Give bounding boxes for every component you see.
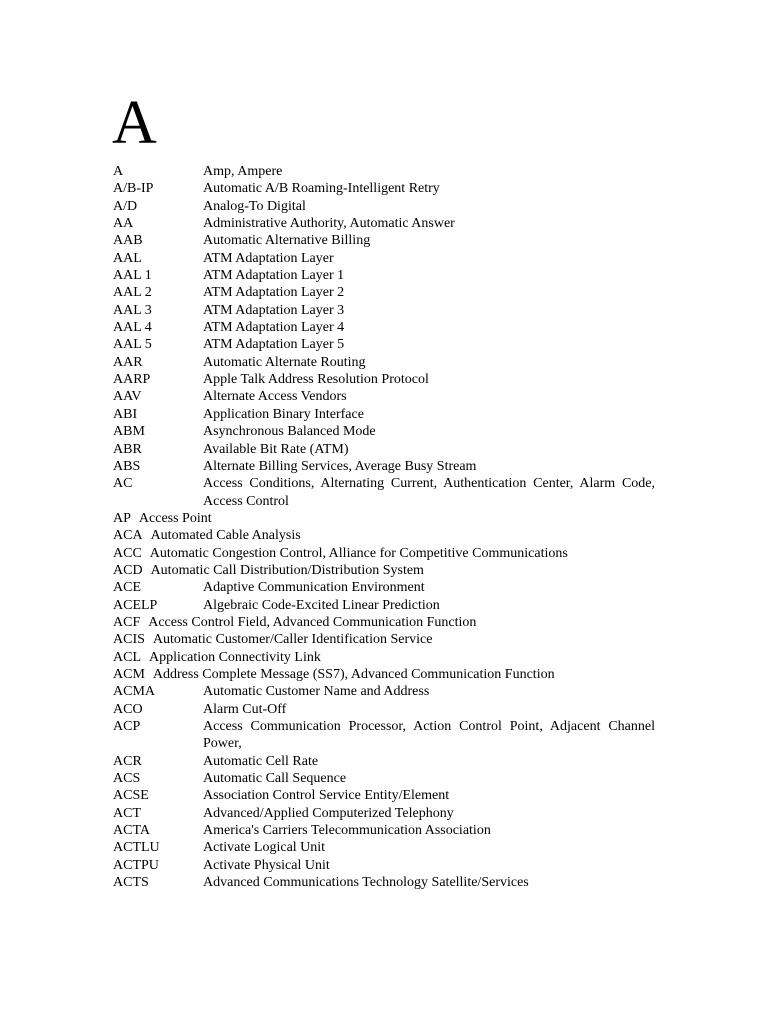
entry-abbreviation: AP xyxy=(113,510,131,526)
entry-abbreviation: AAB xyxy=(113,233,143,249)
glossary-entry xyxy=(113,718,655,753)
entry-abbreviation: ACA xyxy=(113,528,143,544)
entry-definition: ATM Adaptation Layer 2 xyxy=(203,285,345,301)
entry-definition: Automatic Cell Rate xyxy=(203,753,319,769)
entry-abbreviation: ACC xyxy=(113,545,142,561)
entry-definition: Automatic Customer/Caller Identification Service xyxy=(152,632,433,648)
entry-abbreviation: ACELP xyxy=(113,597,158,613)
glossary-entry xyxy=(113,510,655,527)
entry-abbreviation: ABI xyxy=(113,406,138,422)
entry-abbreviation: ACT xyxy=(113,805,141,821)
entry-abbreviation: AAL xyxy=(113,250,142,266)
glossary-entry xyxy=(113,198,655,215)
entry-definition: Automatic Customer Name and Address xyxy=(203,684,430,700)
entry-definition: Alternate Billing Services, Average Busy Stream xyxy=(203,458,477,474)
glossary-entry xyxy=(113,458,655,475)
glossary-entry xyxy=(113,614,655,631)
glossary-entry xyxy=(113,371,655,388)
entry-abbreviation: A/B-IP xyxy=(113,181,154,197)
entry-abbreviation: ACD xyxy=(113,562,143,578)
glossary-entry xyxy=(113,545,655,562)
entry-abbreviation: ACTA xyxy=(113,823,150,839)
entry-abbreviation: A/D xyxy=(113,198,138,214)
glossary-entry xyxy=(113,770,655,787)
glossary-entry xyxy=(113,805,655,822)
entry-definition: Available Bit Rate (ATM) xyxy=(203,441,349,457)
glossary-entry xyxy=(113,232,655,249)
entry-definition: ATM Adaptation Layer xyxy=(203,250,334,266)
entry-abbreviation: ABR xyxy=(113,441,142,457)
entry-abbreviation: AAL 2 xyxy=(113,285,152,301)
glossary-entry xyxy=(113,822,655,839)
glossary-entry xyxy=(113,753,655,770)
entry-abbreviation: ACS xyxy=(113,771,141,787)
entry-abbreviation: ACF xyxy=(113,614,141,630)
entry-definition: Automatic Call Sequence xyxy=(203,771,347,787)
entry-abbreviation: ABS xyxy=(113,458,141,474)
entry-definition: Association Control Service Entity/Element xyxy=(203,788,450,804)
glossary-entry xyxy=(113,701,655,718)
entry-definition: Adaptive Communication Environment xyxy=(203,580,425,596)
entry-abbreviation: ACM xyxy=(113,666,145,682)
entry-abbreviation: ACE xyxy=(113,580,141,596)
glossary-entry xyxy=(113,666,655,683)
entry-definition: America's Carriers Telecommunication Association xyxy=(203,823,491,839)
entry-definition: Access Communication Processor, Action Control Point, Adjacent Channel Power, xyxy=(203,719,655,752)
entry-abbreviation: ACTLU xyxy=(113,840,160,856)
glossary-entry xyxy=(113,215,655,232)
entry-definition: Asynchronous Balanced Mode xyxy=(203,424,376,440)
glossary-entry xyxy=(113,839,655,856)
entry-definition: Automatic Call Distribution/Distribution System xyxy=(150,562,424,578)
entry-definition: Advanced/Applied Computerized Telephony xyxy=(203,805,454,821)
entry-definition: Amp, Ampere xyxy=(203,164,283,179)
entry-abbreviation: ACIS xyxy=(113,632,145,648)
entry-definition: ATM Adaptation Layer 3 xyxy=(203,302,345,318)
glossary-entry xyxy=(113,388,655,405)
glossary-entry xyxy=(113,874,655,891)
entry-definition: ATM Adaptation Layer 1 xyxy=(203,268,345,284)
entry-definition: Automatic Alternative Billing xyxy=(203,233,371,249)
glossary-entry xyxy=(113,319,655,336)
entry-definition: Automatic A/B Roaming-Intelligent Retry xyxy=(203,181,440,197)
entry-abbreviation: ACO xyxy=(113,701,143,717)
entry-abbreviation: ACTS xyxy=(113,875,149,891)
entry-abbreviation: AAR xyxy=(113,354,143,370)
glossary-entry xyxy=(113,441,655,458)
entry-definition: Apple Talk Address Resolution Protocol xyxy=(203,372,429,388)
entry-definition: Activate Physical Unit xyxy=(203,857,330,873)
glossary-entry xyxy=(113,354,655,371)
glossary-entry xyxy=(113,336,655,353)
entry-abbreviation: AAL 5 xyxy=(113,337,152,353)
glossary-entry xyxy=(113,302,655,319)
glossary-entry xyxy=(113,180,655,197)
entry-abbreviation: ACR xyxy=(113,753,142,769)
entry-definition: Alternate Access Vendors xyxy=(203,389,347,405)
entry-definition: Automatic Alternate Routing xyxy=(203,354,366,370)
entry-definition: Analog-To Digital xyxy=(203,198,306,214)
section-letter-heading: A xyxy=(112,89,157,157)
entry-abbreviation: ACL xyxy=(113,649,141,665)
glossary-entry xyxy=(113,267,655,284)
entry-definition: ATM Adaptation Layer 5 xyxy=(203,337,345,353)
glossary-entry xyxy=(113,406,655,423)
glossary-list xyxy=(113,163,655,891)
glossary-entry xyxy=(113,250,655,267)
entry-definition: Address Complete Message (SS7), Advanced Communication Function xyxy=(152,666,555,682)
entry-definition: Automatic Congestion Control, Alliance for Competitive Communications xyxy=(149,545,568,561)
entry-abbreviation: AAL 3 xyxy=(113,302,152,318)
entry-definition: Access Conditions, Alternating Current, Authentication Center, Alarm Code, Access Control xyxy=(203,476,655,509)
glossary-entry xyxy=(113,527,655,544)
entry-definition: Application Binary Interface xyxy=(203,406,364,422)
entry-abbreviation: ABM xyxy=(113,424,145,440)
glossary-entry xyxy=(113,475,655,510)
entry-abbreviation: AC xyxy=(113,476,133,492)
entry-abbreviation: AARP xyxy=(113,372,151,388)
entry-definition: ATM Adaptation Layer 4 xyxy=(203,320,345,336)
glossary-entry xyxy=(113,787,655,804)
entry-abbreviation: AAL 4 xyxy=(113,320,152,336)
glossary-entry xyxy=(113,579,655,596)
entry-definition: Automated Cable Analysis xyxy=(150,528,301,544)
glossary-entry xyxy=(113,631,655,648)
entry-abbreviation: A xyxy=(113,164,124,179)
entry-abbreviation: AAV xyxy=(113,389,142,405)
glossary-entry xyxy=(113,857,655,874)
entry-abbreviation: AAL 1 xyxy=(113,268,152,284)
glossary-entry xyxy=(113,284,655,301)
entry-definition: Alarm Cut-Off xyxy=(203,701,287,717)
glossary-entry xyxy=(113,683,655,700)
entry-definition: Algebraic Code-Excited Linear Prediction xyxy=(203,597,440,613)
glossary-entry xyxy=(113,597,655,614)
glossary-entry xyxy=(113,163,655,180)
entry-definition: Administrative Authority, Automatic Answer xyxy=(203,216,455,232)
entry-abbreviation: ACSE xyxy=(113,788,149,804)
glossary-entry xyxy=(113,423,655,440)
entry-abbreviation: ACTPU xyxy=(113,857,159,873)
entry-definition: Application Connectivity Link xyxy=(149,649,321,665)
glossary-entry xyxy=(113,649,655,666)
entry-abbreviation: ACP xyxy=(113,719,141,734)
entry-definition: Activate Logical Unit xyxy=(203,840,326,856)
entry-definition: Access Control Field, Advanced Communication Function xyxy=(148,614,477,630)
entry-abbreviation: AA xyxy=(113,216,134,232)
entry-definition: Access Point xyxy=(138,510,212,526)
glossary-entry xyxy=(113,562,655,579)
entry-definition: Advanced Communications Technology Satellite/Services xyxy=(203,875,529,891)
entry-abbreviation: ACMA xyxy=(113,684,156,700)
